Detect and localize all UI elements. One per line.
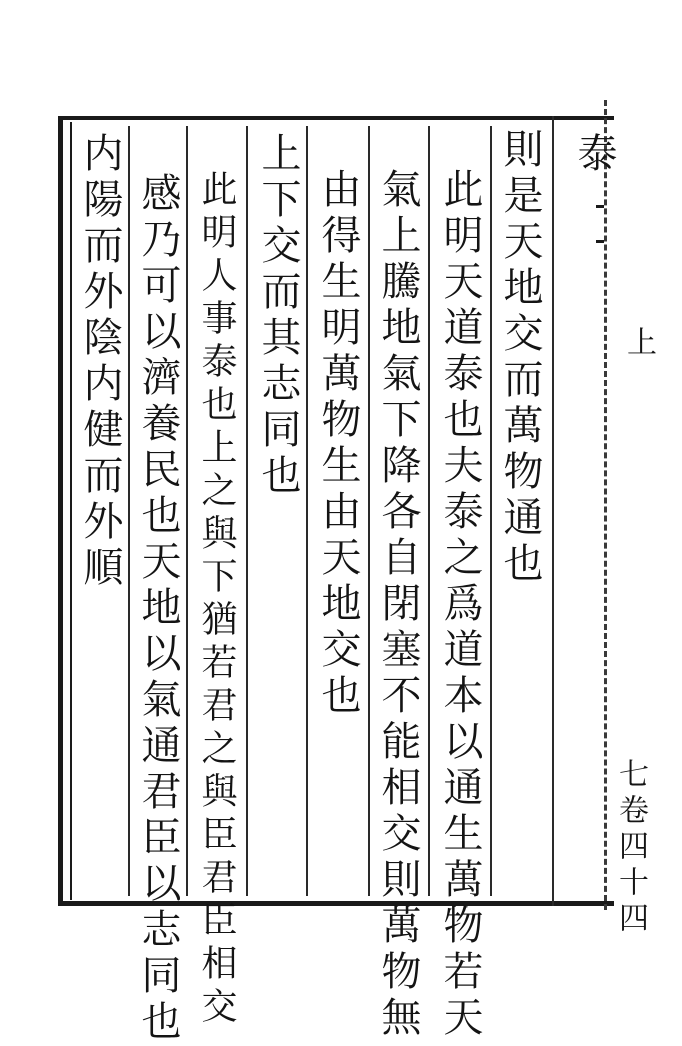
margin-rule [552, 116, 554, 906]
text-column-4: 由得生明萬物生由天地交也 [315, 168, 361, 720]
column-rule [368, 126, 370, 896]
text-column-8: 内陽而外陰内健而外順 [77, 132, 123, 592]
text-column-1: 則是天地交而萬物通也 [497, 128, 543, 588]
column-rule [246, 126, 248, 896]
frame-inner-rule [70, 122, 72, 900]
margin-juan-marker: 上 [621, 326, 656, 356]
column-rule [128, 126, 130, 896]
margin-tick [596, 205, 604, 208]
margin-folio-number: 七卷四十四 [613, 758, 648, 938]
text-column-3: 氣上騰地氣下降各自閉塞不能相交則萬物無 [375, 168, 421, 1042]
text-column-2: 此明天道泰也夫泰之爲道本以通生萬物若天 [437, 168, 483, 1042]
column-rule [428, 126, 430, 896]
column-rule [490, 126, 492, 896]
column-rule [306, 126, 308, 896]
margin-title: 泰 [571, 132, 617, 172]
column-rule [186, 126, 188, 896]
text-column-7: 感乃可以濟養民也天地以氣通君臣以志同也 [135, 172, 181, 1046]
text-column-6: 此明人事泰也上之與下猶若君之與臣君臣相交 [196, 170, 237, 1030]
margin-tick [596, 240, 604, 243]
text-column-5: 上下交而其志同也 [255, 132, 301, 500]
